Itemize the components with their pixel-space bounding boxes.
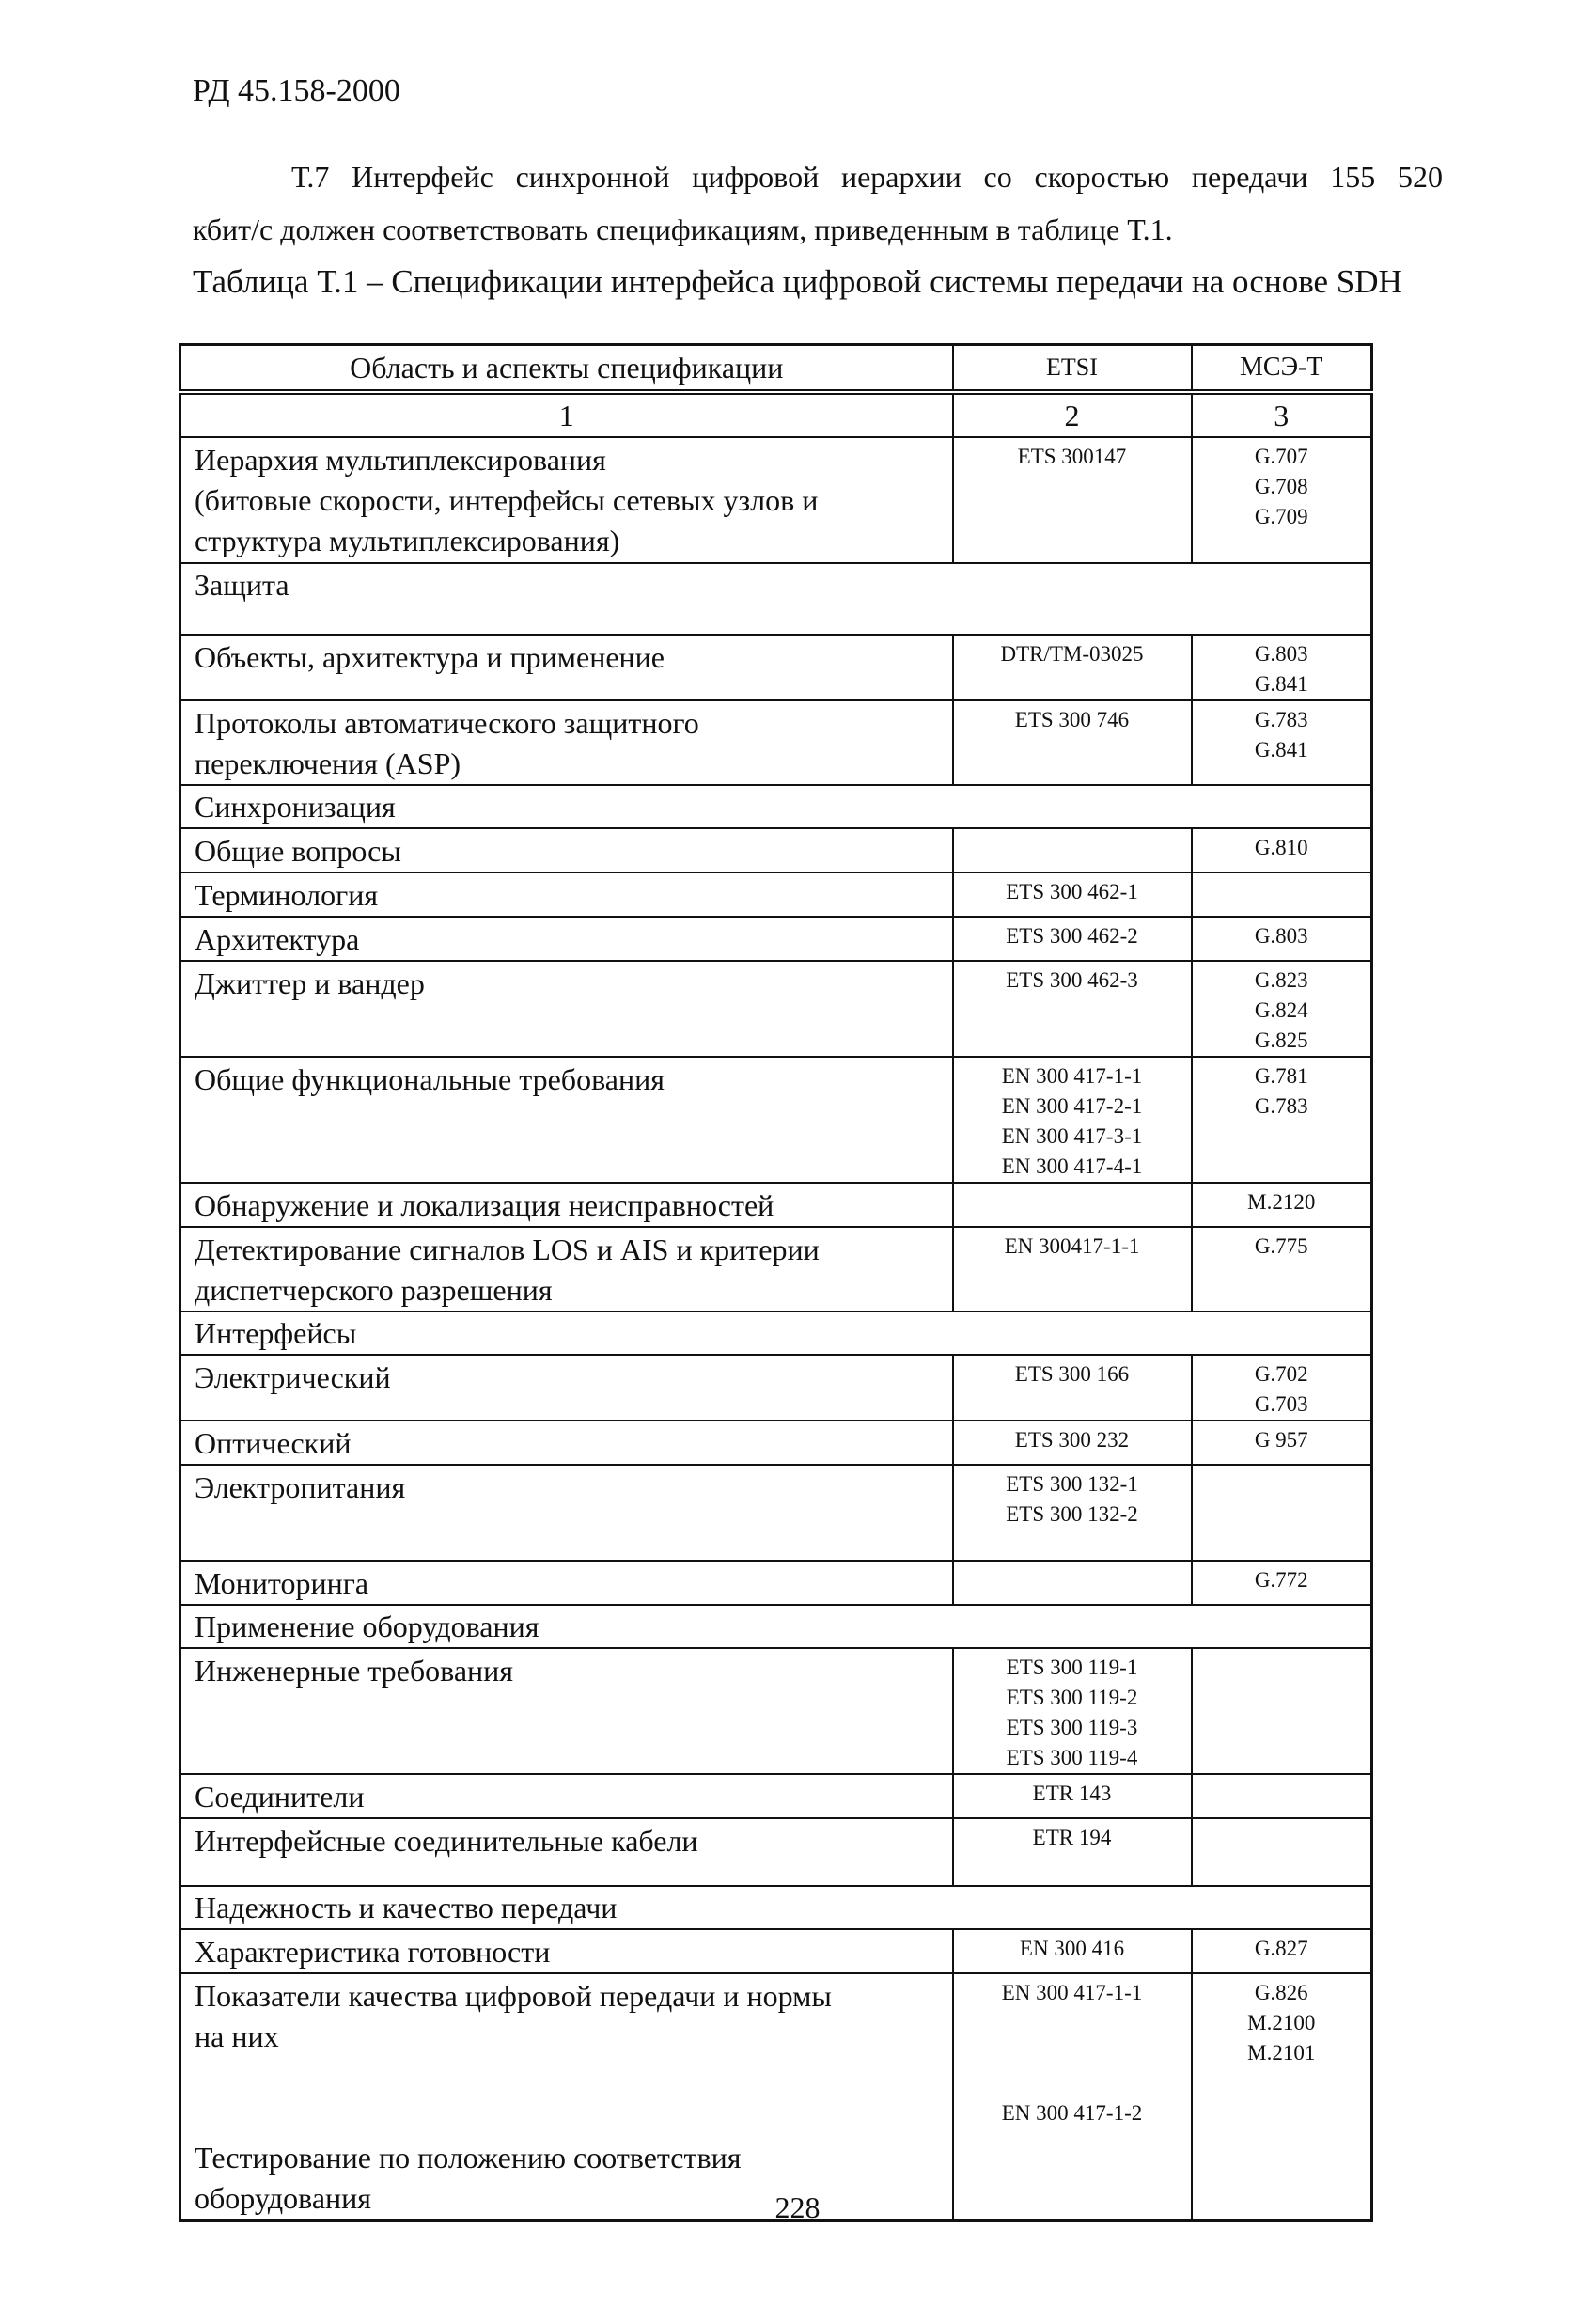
area-cell-line: Показатели качества цифровой передачи и нормы <box>195 1979 832 2013</box>
area-cell-line: Джиттер и вандер <box>195 966 425 1000</box>
area-cell <box>180 1421 953 1465</box>
area-cell <box>180 1183 953 1227</box>
itu-cell <box>1192 1561 1372 1605</box>
etsi-cell-line: ETS 300 462-1 <box>1006 880 1138 903</box>
etsi-cell-line: EN 300 416 <box>1019 1937 1125 1960</box>
table-row <box>180 1818 1372 1886</box>
table-row <box>180 1355 1372 1421</box>
itu-cell-line: G.810 <box>1254 836 1308 859</box>
itu-cell-line: M.2120 <box>1247 1190 1316 1214</box>
itu-cell-line: G.709 <box>1254 505 1308 528</box>
area-cell <box>180 1465 953 1561</box>
table-row <box>180 1561 1372 1605</box>
itu-cell <box>1192 1183 1372 1227</box>
table-row <box>180 700 1372 785</box>
itu-cell <box>1192 700 1372 785</box>
table-row <box>180 635 1372 700</box>
etsi-cell-line: ETS 300 119-3 <box>1006 1716 1138 1739</box>
etsi-cell-line: ETS 300147 <box>1017 445 1127 468</box>
table-section-row <box>180 1605 1372 1648</box>
etsi-cell-line: EN 300 417-1-1 <box>1001 1064 1143 1088</box>
table-row <box>180 1057 1372 1183</box>
table-row <box>180 1774 1372 1818</box>
etsi-cell-line: ETR 143 <box>1032 1782 1112 1805</box>
area-cell <box>180 1774 953 1818</box>
col-num-3: 3 <box>1192 392 1372 437</box>
area-cell-line: Терминология <box>195 878 379 912</box>
table-row <box>180 437 1372 563</box>
itu-cell-line: G.702 <box>1254 1362 1308 1386</box>
area-cell-line: Оптический <box>195 1426 352 1460</box>
itu-cell-line: G.826 <box>1254 1981 1308 2004</box>
itu-cell-line: G.708 <box>1254 475 1308 498</box>
itu-cell <box>1192 1818 1372 1886</box>
itu-cell-line: G.783 <box>1254 708 1308 731</box>
area-cell-line: Интерфейсные соединительные кабели <box>195 1824 698 1858</box>
itu-cell-line: M.2100 <box>1247 2011 1316 2034</box>
area-cell-line: Тестирование по положению соответствия <box>195 2141 742 2175</box>
etsi-cell <box>953 1561 1192 1605</box>
etsi-cell-line: ETS 300 119-1 <box>1006 1656 1138 1679</box>
etsi-cell <box>953 1929 1192 1973</box>
etsi-cell-line: ETS 300 746 <box>1014 708 1130 731</box>
itu-cell <box>1192 1774 1372 1818</box>
area-cell-line: Детектирование сигналов LOS и AIS и критерии <box>195 1233 820 1266</box>
table-section-row <box>180 1311 1372 1355</box>
etsi-cell <box>953 1227 1192 1311</box>
itu-cell-line: G.803 <box>1254 642 1308 666</box>
section-title <box>180 1605 1372 1648</box>
itu-cell-line: G.703 <box>1254 1392 1308 1416</box>
etsi-cell-line: ETS 300 132-1 <box>1006 1472 1138 1496</box>
area-cell <box>180 917 953 961</box>
table-row <box>180 1973 1372 2221</box>
area-cell-line: на них <box>195 2019 279 2053</box>
etsi-cell-line: EN 300 417-2-1 <box>1001 1094 1143 1118</box>
area-cell-line <box>195 2097 939 2138</box>
etsi-cell-line: ETS 300 119-4 <box>1006 1746 1138 1769</box>
area-cell <box>180 1648 953 1774</box>
itu-cell-line: G.841 <box>1254 672 1308 696</box>
etsi-cell <box>953 1057 1192 1183</box>
itu-cell <box>1192 635 1372 700</box>
etsi-cell <box>953 872 1192 917</box>
itu-cell-line: G.707 <box>1254 445 1308 468</box>
intro-line-1: Т.7 Интерфейс синхронной цифровой иерархии со скоростью передачи 155 520 <box>291 160 1443 194</box>
table-row <box>180 1929 1372 1973</box>
itu-cell <box>1192 1421 1372 1465</box>
etsi-cell-line: EN 300 417-4-1 <box>1001 1154 1143 1178</box>
itu-cell <box>1192 917 1372 961</box>
section-title-line: Синхронизация <box>195 790 396 824</box>
area-cell <box>180 1818 953 1886</box>
header-itu: МСЭ-Т <box>1192 345 1372 393</box>
etsi-cell-line: EN 300 417-1-1 <box>1001 1981 1143 2004</box>
etsi-cell-line: ETS 300 462-3 <box>1006 968 1138 992</box>
page-number: 228 <box>774 2191 821 2224</box>
area-cell <box>180 961 953 1057</box>
itu-cell <box>1192 1465 1372 1561</box>
area-cell-line: Обнаружение и локализация неисправностей <box>195 1188 774 1222</box>
etsi-cell <box>953 1465 1192 1561</box>
area-cell-line: (битовые скорости, интерфейсы сетевых узлов и <box>195 483 819 517</box>
spec-table <box>179 343 1373 2222</box>
section-title-line: Защита <box>195 568 289 602</box>
itu-cell-line: G.823 <box>1254 968 1308 992</box>
col-num-2: 2 <box>953 392 1192 437</box>
etsi-cell <box>953 917 1192 961</box>
table-section-row <box>180 563 1372 635</box>
table-caption: Таблица Т.1 – Спецификации интерфейса цифровой системы передачи на основе SDH <box>193 263 1402 300</box>
table-section-row <box>180 1886 1372 1929</box>
section-title <box>180 1886 1372 1929</box>
section-title <box>180 785 1372 828</box>
itu-cell-line: G.803 <box>1254 924 1308 948</box>
etsi-cell <box>953 1183 1192 1227</box>
area-cell-line: Архитектура <box>195 922 360 956</box>
area-cell-line: Соединители <box>195 1780 365 1814</box>
etsi-cell <box>953 1774 1192 1818</box>
etsi-cell <box>953 700 1192 785</box>
etsi-cell-line <box>954 2038 1191 2068</box>
area-cell <box>180 1561 953 1605</box>
col-num-1: 1 <box>180 392 953 437</box>
etsi-cell-line: DTR/TM-03025 <box>1000 642 1144 666</box>
area-cell <box>180 1929 953 1973</box>
etsi-cell-line: EN 300 417-1-2 <box>1001 2101 1143 2125</box>
table-body <box>180 437 1372 2221</box>
document-id: РД 45.158-2000 <box>193 73 400 108</box>
area-cell-line: Электрический <box>195 1360 391 1394</box>
etsi-cell <box>953 635 1192 700</box>
itu-cell-line: G.827 <box>1254 1937 1308 1960</box>
etsi-cell-line: EN 300417-1-1 <box>1004 1234 1140 1258</box>
table-row <box>180 828 1372 872</box>
intro-line-2: кбит/с должен соответствовать спецификациям, приведенным в таблице Т.1. <box>193 212 1173 246</box>
header-area: Область и аспекты спецификации <box>180 345 953 393</box>
area-cell-line: Общие функциональные требования <box>195 1062 665 1096</box>
area-cell-line: диспетчерского разрешения <box>195 1273 553 1307</box>
section-title-line: Интерфейсы <box>195 1316 357 1350</box>
area-cell <box>180 1973 953 2221</box>
etsi-cell <box>953 1648 1192 1774</box>
table-row <box>180 1183 1372 1227</box>
etsi-cell-line <box>954 2008 1191 2038</box>
itu-cell-line: G.783 <box>1254 1094 1308 1118</box>
area-cell-line: Общие вопросы <box>195 834 401 868</box>
etsi-cell-line: ETS 300 119-2 <box>1006 1686 1138 1709</box>
area-cell <box>180 1227 953 1311</box>
itu-cell <box>1192 1648 1372 1774</box>
area-cell-line: структура мультиплексирования) <box>195 524 620 557</box>
table-section-row <box>180 785 1372 828</box>
itu-cell-line: G.824 <box>1254 998 1308 1022</box>
area-cell <box>180 872 953 917</box>
area-cell <box>180 828 953 872</box>
etsi-cell <box>953 1818 1192 1886</box>
intro-paragraph <box>193 150 1443 256</box>
section-title <box>180 1311 1372 1355</box>
area-cell-line: Объекты, архитектура и применение <box>195 640 665 674</box>
itu-cell <box>1192 1227 1372 1311</box>
etsi-cell <box>953 961 1192 1057</box>
itu-cell <box>1192 872 1372 917</box>
area-cell-line: Иерархия мультиплексирования <box>195 443 606 477</box>
itu-cell-line: G.841 <box>1254 738 1308 762</box>
table-row <box>180 1421 1372 1465</box>
area-cell-line: Протоколы автоматического защитного <box>195 706 699 740</box>
area-cell-line: Инженерные требования <box>195 1654 513 1688</box>
etsi-cell <box>953 828 1192 872</box>
itu-cell-line: G.825 <box>1254 1029 1308 1052</box>
etsi-cell-line: ETS 300 462-2 <box>1006 924 1138 948</box>
area-cell-line: оборудования <box>195 2181 371 2215</box>
section-title <box>180 563 1372 635</box>
table-row <box>180 872 1372 917</box>
area-cell <box>180 437 953 563</box>
table-row <box>180 961 1372 1057</box>
table-header-row <box>180 345 1372 393</box>
itu-cell-line: G 957 <box>1254 1428 1308 1452</box>
area-cell-line: Характеристика готовности <box>195 1935 551 1969</box>
etsi-cell <box>953 1355 1192 1421</box>
area-cell <box>180 1355 953 1421</box>
itu-cell-line: G.772 <box>1254 1568 1308 1592</box>
etsi-cell-line: ETS 300 166 <box>1014 1362 1130 1386</box>
column-number-row <box>180 392 1372 437</box>
area-cell-line: переключения (ASP) <box>195 746 461 780</box>
section-title-line: Применение оборудования <box>195 1610 539 1643</box>
etsi-cell-line: ETS 300 132-2 <box>1006 1502 1138 1526</box>
itu-cell <box>1192 1057 1372 1183</box>
table-row <box>180 917 1372 961</box>
itu-cell-line: G.781 <box>1254 1064 1308 1088</box>
etsi-cell-line: EN 300 417-3-1 <box>1001 1124 1143 1148</box>
itu-cell-line: M.2101 <box>1247 2041 1316 2065</box>
table-row <box>180 1465 1372 1561</box>
area-cell <box>180 700 953 785</box>
etsi-cell-line <box>954 2068 1191 2098</box>
itu-cell <box>1192 1355 1372 1421</box>
area-cell <box>180 1057 953 1183</box>
area-cell-line: Электропитания <box>195 1470 406 1504</box>
etsi-cell-line: ETR 194 <box>1032 1826 1112 1849</box>
itu-cell <box>1192 437 1372 563</box>
itu-cell <box>1192 1929 1372 1973</box>
itu-cell <box>1192 828 1372 872</box>
header-etsi: ETSI <box>953 345 1192 393</box>
etsi-cell <box>953 1421 1192 1465</box>
area-cell-line <box>195 2057 939 2097</box>
itu-cell <box>1192 961 1372 1057</box>
table-row <box>180 1227 1372 1311</box>
itu-cell-line: G.775 <box>1254 1234 1308 1258</box>
table-row <box>180 1648 1372 1774</box>
etsi-cell-line: ETS 300 232 <box>1014 1428 1130 1452</box>
etsi-cell <box>953 437 1192 563</box>
area-cell-line: Мониторинга <box>195 1566 369 1600</box>
itu-cell <box>1192 1973 1372 2221</box>
area-cell <box>180 635 953 700</box>
etsi-cell <box>953 1973 1192 2221</box>
section-title-line: Надежность и качество передачи <box>195 1891 618 1924</box>
